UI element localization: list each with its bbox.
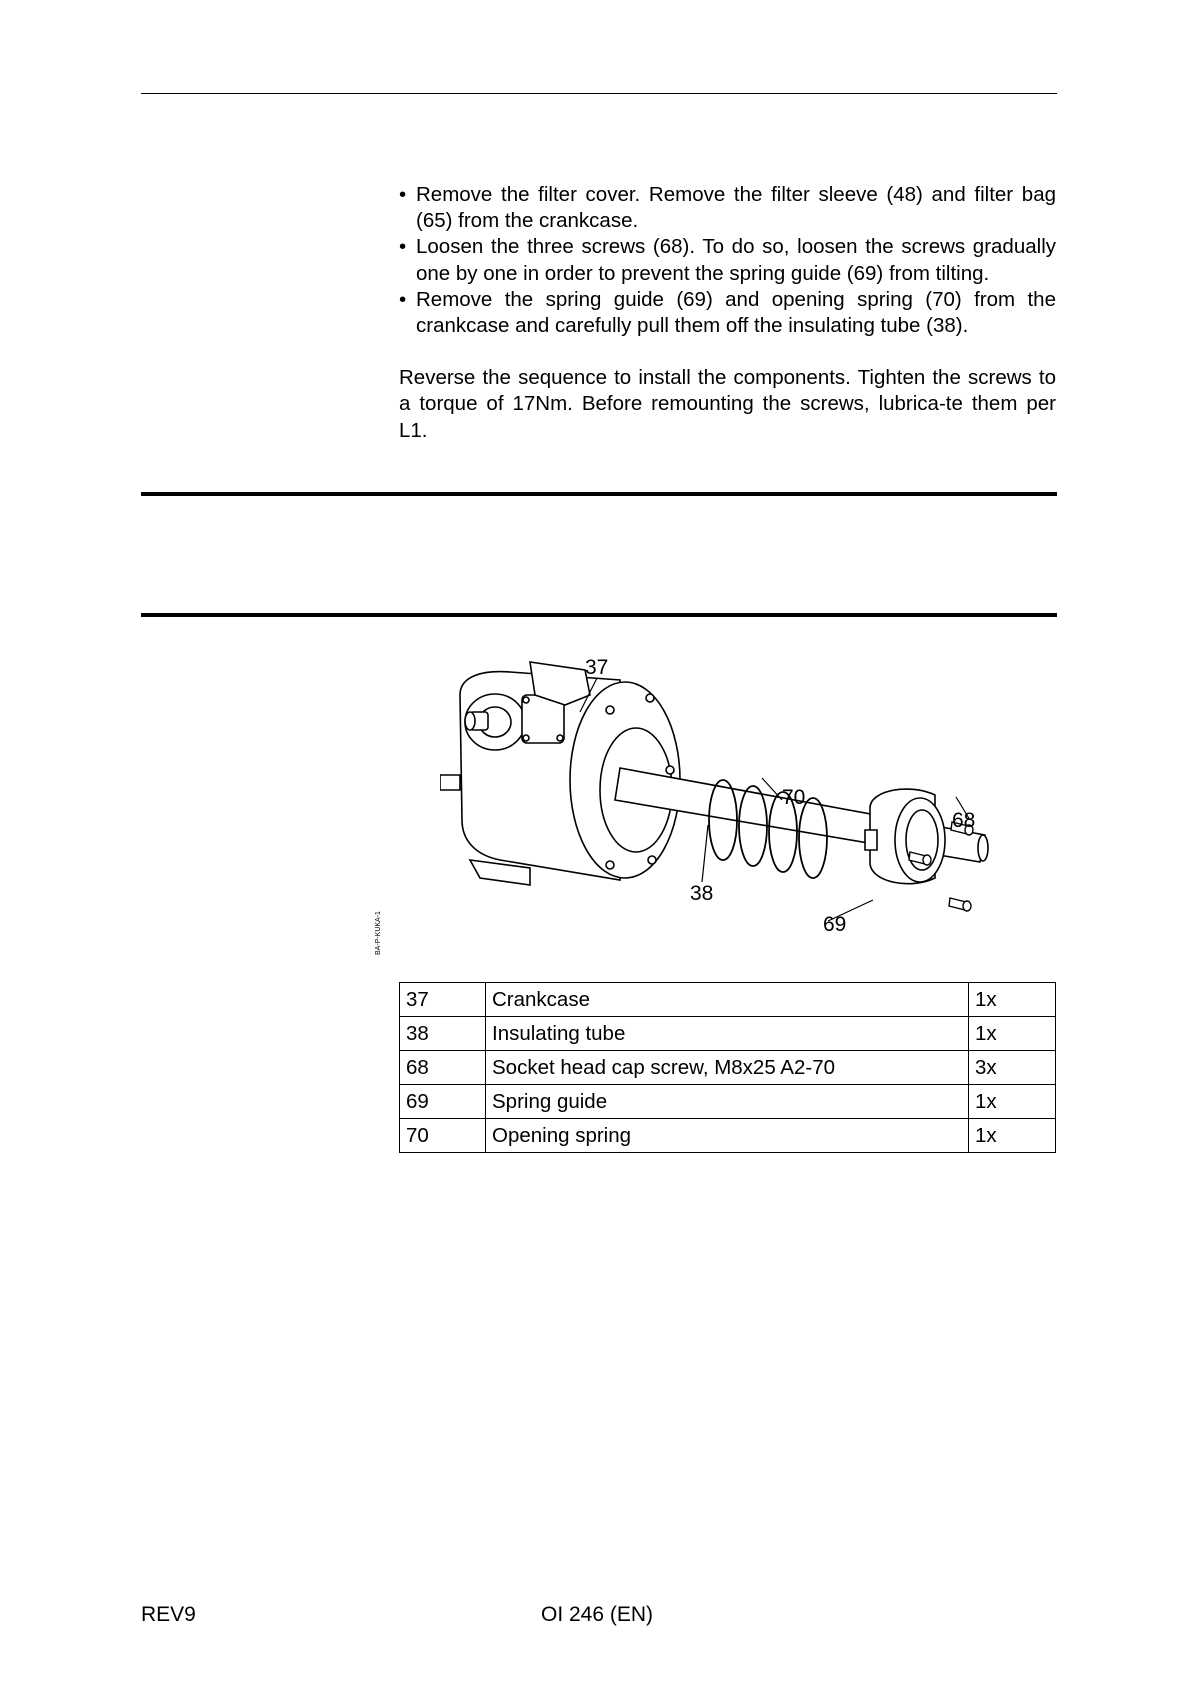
instruction-step: • Loosen the three screws (68). To do so, loosen the screws gradually one by one in order to prevent the spring guide (69) from tilting.: [399, 234, 1056, 286]
part-description: Socket head cap screw, M8x25 A2-70: [486, 1051, 969, 1085]
footer-document-id: OI 246 (EN): [541, 1603, 654, 1626]
table-row: [400, 983, 1056, 1017]
part-description: Crankcase: [486, 983, 969, 1017]
part-quantity: 3x: [969, 1051, 1056, 1085]
part-quantity: 1x: [969, 1017, 1056, 1051]
part-number: 38: [400, 1017, 486, 1051]
callout-label: 68: [952, 809, 976, 832]
instruction-step: • Remove the filter cover. Remove the filter sleeve (48) and filter bag (65) from the crankcase.: [399, 182, 1056, 234]
table-row: [400, 1051, 1056, 1085]
part-quantity: 1x: [969, 1119, 1056, 1153]
callout-label: 69: [823, 913, 847, 936]
part-description: Spring guide: [486, 1085, 969, 1119]
header-rule: [141, 93, 1057, 94]
table-row: [400, 1017, 1056, 1051]
parts-table: [399, 982, 1056, 1153]
spring-guide-drawing: [865, 789, 945, 884]
section-rule-upper: [141, 492, 1057, 496]
section-rule-lower: [141, 613, 1057, 617]
part-quantity: 1x: [969, 983, 1056, 1017]
instructions-block: [399, 182, 1056, 444]
table-row: [400, 1085, 1056, 1119]
exploded-view-figure: [440, 650, 1020, 950]
part-description: Opening spring: [486, 1119, 969, 1153]
callout-label: 38: [690, 882, 714, 905]
part-description: Insulating tube: [486, 1017, 969, 1051]
callout-label: 37: [585, 656, 609, 679]
table-row: [400, 1119, 1056, 1153]
part-number: 70: [400, 1119, 486, 1153]
part-quantity: 1x: [969, 1085, 1056, 1119]
part-number: 68: [400, 1051, 486, 1085]
part-number: 37: [400, 983, 486, 1017]
instruction-list: [399, 182, 1056, 339]
footer-revision: REV9: [141, 1603, 196, 1626]
instruction-step: • Remove the spring guide (69) and opening spring (70) from the crankcase and carefully pull them off the insulating tube (38).: [399, 287, 1056, 339]
figure-id: BA-P-KUKA-1: [375, 911, 382, 955]
part-number: 69: [400, 1085, 486, 1119]
callout-label: 70: [782, 786, 806, 809]
reassembly-paragraph: Reverse the sequence to install the components. Tighten the screws to a torque of 17Nm. Before remounting the screws, lubrica-te them per L1.: [399, 366, 1056, 442]
